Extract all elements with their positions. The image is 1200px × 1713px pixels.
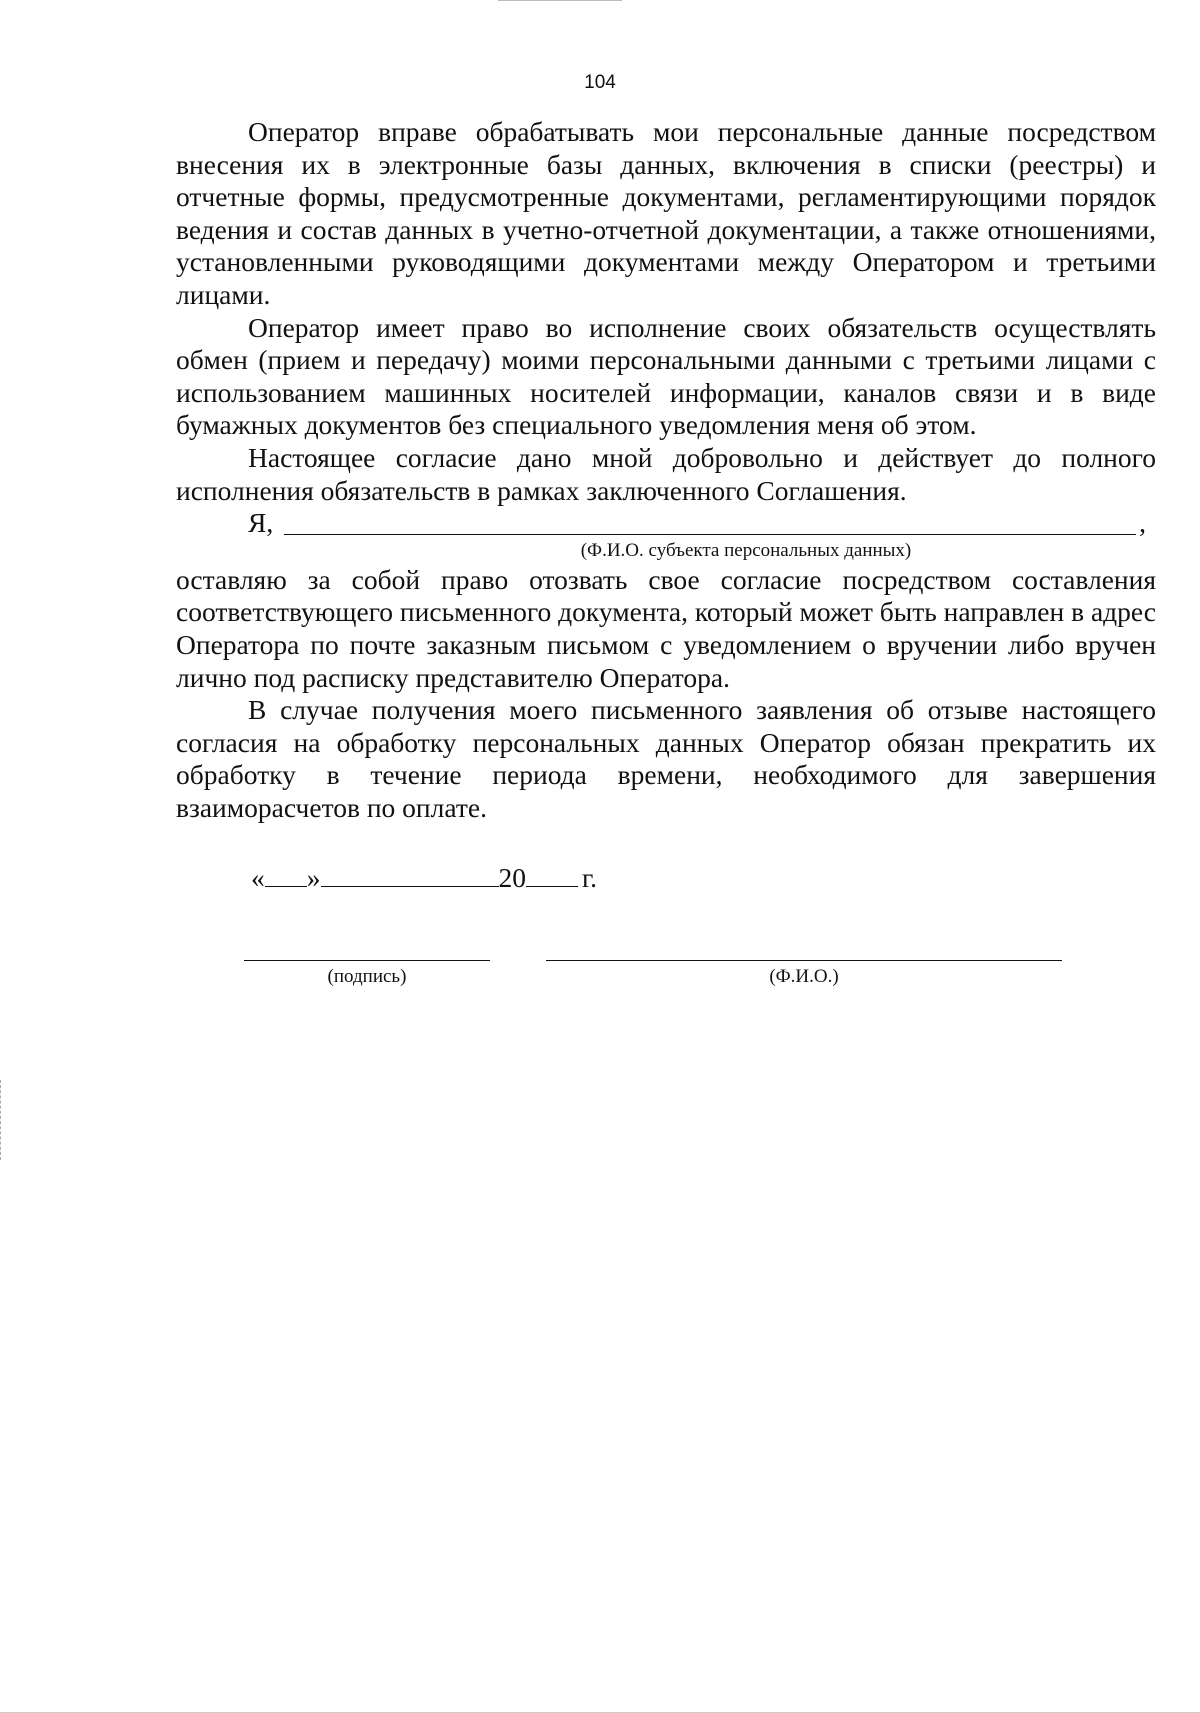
scan-artifact-top: [498, 0, 622, 1]
scan-artifact-left: [0, 1080, 4, 1160]
year-field[interactable]: [526, 862, 578, 887]
paragraph-withdrawal-procedure: В случае получения моего письменного заявления об отзыве настоящего согласия на обработку персональных данных Оператор обязан прекратить их обработку в течение периода времени, необходимого для завершения взаиморасчетов по оплате.: [176, 694, 1156, 823]
date-century: 20: [498, 862, 526, 893]
signature-field[interactable]: [244, 960, 490, 961]
subject-prefix: Я,: [248, 507, 274, 539]
date-open-quote: «: [251, 862, 265, 893]
paragraph-processing-rights: Оператор вправе обрабатывать мои персональные данные посредством внесения их в электронные базы данных, включения в списки (реестры) и отчетные формы, предусмотренные документами, регламентирующими порядок ведения и состав данных в учетно-отчетной документации, а также отношениями, установленными руководящими документами между Оператором и третьими лицами.: [176, 116, 1156, 310]
subject-name-row: [248, 507, 1156, 540]
paragraph-consent-validity: Настоящее согласие дано мной добровольно и действует до полного исполнения обязательств в рамках заключенного Соглашения.: [176, 441, 1156, 506]
signature-caption: (подпись): [327, 966, 407, 987]
date-year-suffix: г.: [582, 862, 598, 893]
signer-name-caption: (Ф.И.О.): [769, 966, 839, 987]
date-close-quote: »: [306, 862, 321, 893]
day-field[interactable]: [265, 862, 307, 887]
date-row: [251, 862, 597, 894]
month-field[interactable]: [321, 862, 499, 887]
consent-text: [176, 116, 1156, 824]
subject-name-caption: (Ф.И.О. субъекта персональных данных): [580, 539, 912, 561]
paragraph-data-exchange: Оператор имеет право во исполнение своих обязательств осуществлять обмен (прием и передачу) моими персональными данными с третьими лицами с использованием машинных носителей информации, каналов связи и в виде бумажных документов без специального уведомления меня об этом.: [176, 311, 1156, 441]
subject-suffix: ,: [1139, 507, 1146, 539]
paragraph-withdrawal-right: оставляю за собой право отозвать свое согласие посредством составления соответствующего письменного документа, который может быть направлен в адрес Оператора по почте заказным письмом с уведомлением о вручении либо вручен лично под расписку представителю Оператора.: [176, 563, 1156, 693]
page-number: 104: [584, 72, 616, 93]
subject-name-field[interactable]: [284, 534, 1136, 535]
signer-name-field[interactable]: [546, 960, 1062, 961]
